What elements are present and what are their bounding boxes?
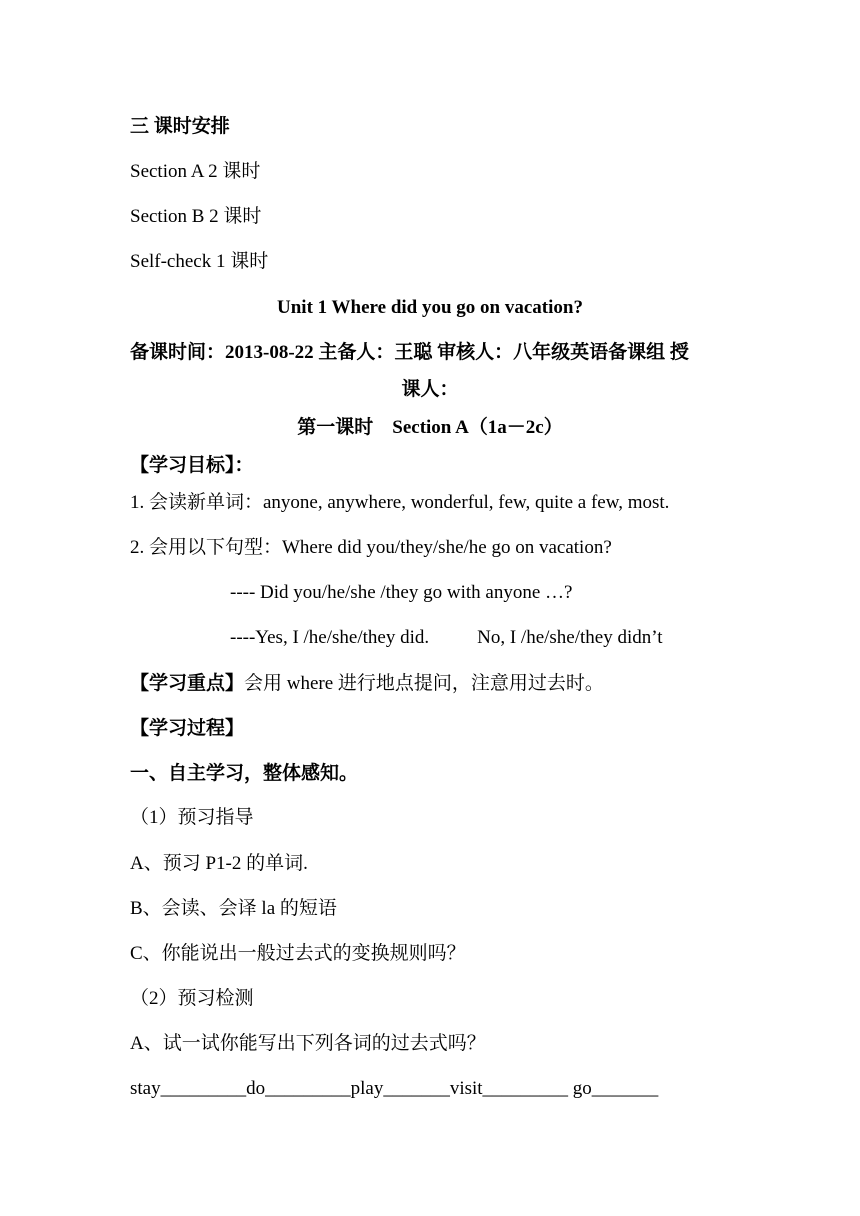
- focus-text: 会用 where 进行地点提问，注意用过去时。: [244, 673, 604, 694]
- schedule-item-section-b: Section B 2 课时: [130, 206, 262, 227]
- focus-line: [130, 672, 604, 696]
- pattern-no: No, I /he/she/they didn’t: [477, 627, 663, 648]
- sentence-pattern-2: [230, 626, 663, 650]
- goal-2: 2. 会用以下句型：Where did you/they/she/he go on vacation?: [130, 537, 612, 558]
- section-three-heading: 三 课时安排: [130, 116, 230, 137]
- focus-heading: 【学习重点】: [130, 673, 245, 694]
- unit-title: Unit 1 Where did you go on vacation?: [277, 297, 583, 318]
- process-heading: 【学习过程】: [130, 718, 245, 739]
- guide-b: B、会读、会译 la 的短语: [130, 898, 337, 919]
- pattern-yes: ----Yes, I /he/she/they did.: [230, 627, 430, 648]
- check-a: A、试一试你能写出下列各词的过去式吗？: [130, 1033, 486, 1054]
- preview-check-heading: （2）预习检测: [130, 988, 254, 1009]
- sentence-pattern-1: ---- Did you/he/she /they go with anyone …?: [230, 582, 573, 603]
- prep-info-line2: 课人：: [401, 379, 459, 400]
- part-one-heading: 一、自主学习，整体感知。: [130, 763, 359, 784]
- goal-1: 1. 会读新单词：anyone, anywhere, wonderful, few, quite a few, most.: [130, 492, 670, 513]
- guide-a: A、预习 P1-2 的单词.: [130, 853, 308, 874]
- schedule-item-section-a: Section A 2 课时: [130, 161, 261, 182]
- preview-guide-heading: （1）预习指导: [130, 807, 254, 828]
- prep-info-line1: 备课时间：2013-08-22 主备人：王聪 审核人：八年级英语备课组 授: [130, 342, 689, 363]
- schedule-item-self-check: Self-check 1 课时: [130, 251, 269, 272]
- past-tense-exercise: stay_________do_________play_______visit_________ go_______: [130, 1078, 659, 1099]
- lesson-title: 第一课时 Section A（1a－2c）: [297, 417, 563, 438]
- guide-c: C、你能说出一般过去式的变换规则吗？: [130, 943, 466, 964]
- goals-heading: 【学习目标】：: [130, 455, 254, 476]
